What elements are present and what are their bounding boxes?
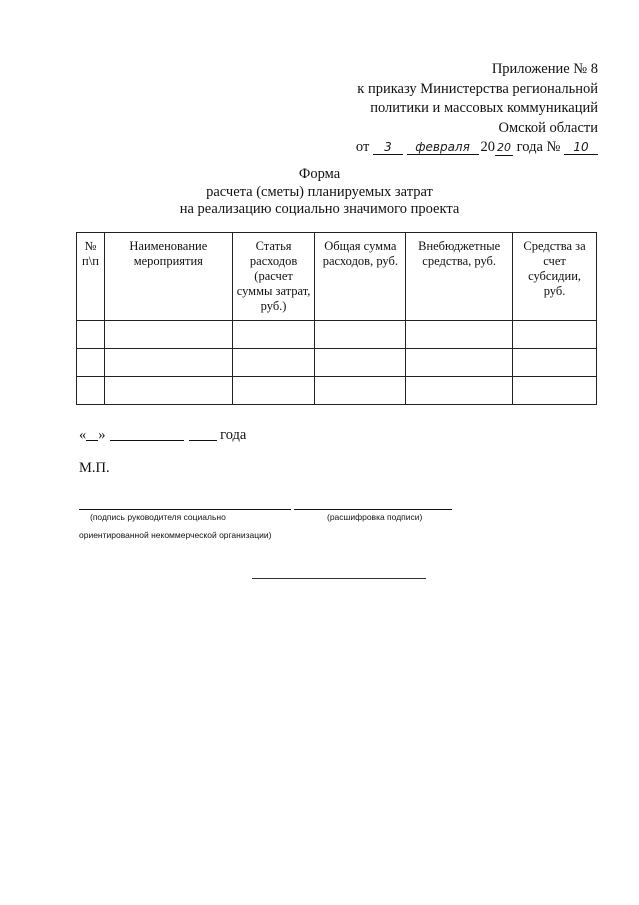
table-cell[interactable] — [315, 349, 406, 377]
form-title-line2: расчета (сметы) планируемых затрат — [206, 183, 433, 200]
appendix-number: Приложение № 8 — [491, 61, 598, 77]
date-day-blank[interactable] — [86, 426, 98, 441]
table-cell[interactable] — [315, 321, 406, 349]
header-expense-item: Статья расходов (расчет суммы затрат, руб.) — [232, 233, 315, 321]
table-cell[interactable] — [77, 321, 105, 349]
fill-date-line — [79, 426, 246, 444]
table-cell[interactable] — [104, 321, 232, 349]
order-date-line — [356, 138, 598, 158]
appendix-block — [356, 60, 598, 158]
table-cell[interactable] — [232, 321, 315, 349]
form-title-line3: на реализацию социально значимого проекта — [179, 201, 460, 217]
header-total-amount: Общая сумма расходов, руб. — [315, 233, 406, 321]
table-cell[interactable] — [513, 321, 597, 349]
table-cell[interactable] — [104, 377, 232, 405]
table-cell[interactable] — [232, 349, 315, 377]
table-row — [77, 321, 597, 349]
table-cell[interactable] — [315, 377, 406, 405]
bottom-divider — [252, 578, 426, 579]
date-month-blank[interactable] — [110, 426, 184, 441]
signature-caption: (подпись руководителя социально — [90, 512, 226, 522]
header-event-name: Наименование мероприятия — [104, 233, 232, 321]
signature-decoding-caption: (расшифровка подписи) — [327, 512, 423, 522]
table-row — [77, 349, 597, 377]
header-extrabudgetary: Внебюджетные средства, руб. — [406, 233, 513, 321]
signature-decoding-line[interactable] — [294, 509, 452, 510]
stamp-place-label: М.П. — [79, 460, 110, 476]
table-cell[interactable] — [104, 349, 232, 377]
date-close-quote: » — [98, 427, 106, 443]
table-cell[interactable] — [406, 321, 513, 349]
date-year-word: года — [220, 427, 247, 443]
header-number: № п\п — [77, 233, 105, 321]
appendix-ministry: политики и массовых коммуникаций — [370, 100, 598, 116]
form-title-line1: Форма — [298, 166, 341, 182]
table-cell[interactable] — [406, 377, 513, 405]
table-cell[interactable] — [77, 349, 105, 377]
appendix-order-ref: к приказу Министерства региональной — [357, 80, 598, 97]
signature-caption-cont: ориентированной некоммерческой организации) — [79, 530, 272, 540]
date-open-quote: « — [79, 427, 87, 443]
form-title — [0, 166, 639, 219]
table-cell[interactable] — [77, 377, 105, 405]
table-row — [77, 377, 597, 405]
order-from-label: от — [355, 139, 370, 155]
table-cell[interactable] — [232, 377, 315, 405]
table-cell[interactable] — [513, 377, 597, 405]
table-cell[interactable] — [406, 349, 513, 377]
order-number: 10 — [564, 140, 598, 155]
order-day: 3 — [373, 140, 403, 155]
order-year-word: года № — [516, 139, 561, 155]
date-year-blank[interactable] — [189, 426, 217, 441]
order-year-suffix: 20 — [497, 141, 512, 154]
table-cell[interactable] — [513, 349, 597, 377]
header-subsidy: Средства за счет субсидии, руб. — [513, 233, 597, 321]
signature-line[interactable] — [79, 509, 291, 510]
budget-table — [76, 232, 597, 405]
appendix-region: Омской области — [498, 119, 598, 136]
order-year-prefix: 20 — [480, 139, 496, 155]
order-month: февраля — [407, 140, 479, 155]
table-header-row — [77, 233, 597, 321]
